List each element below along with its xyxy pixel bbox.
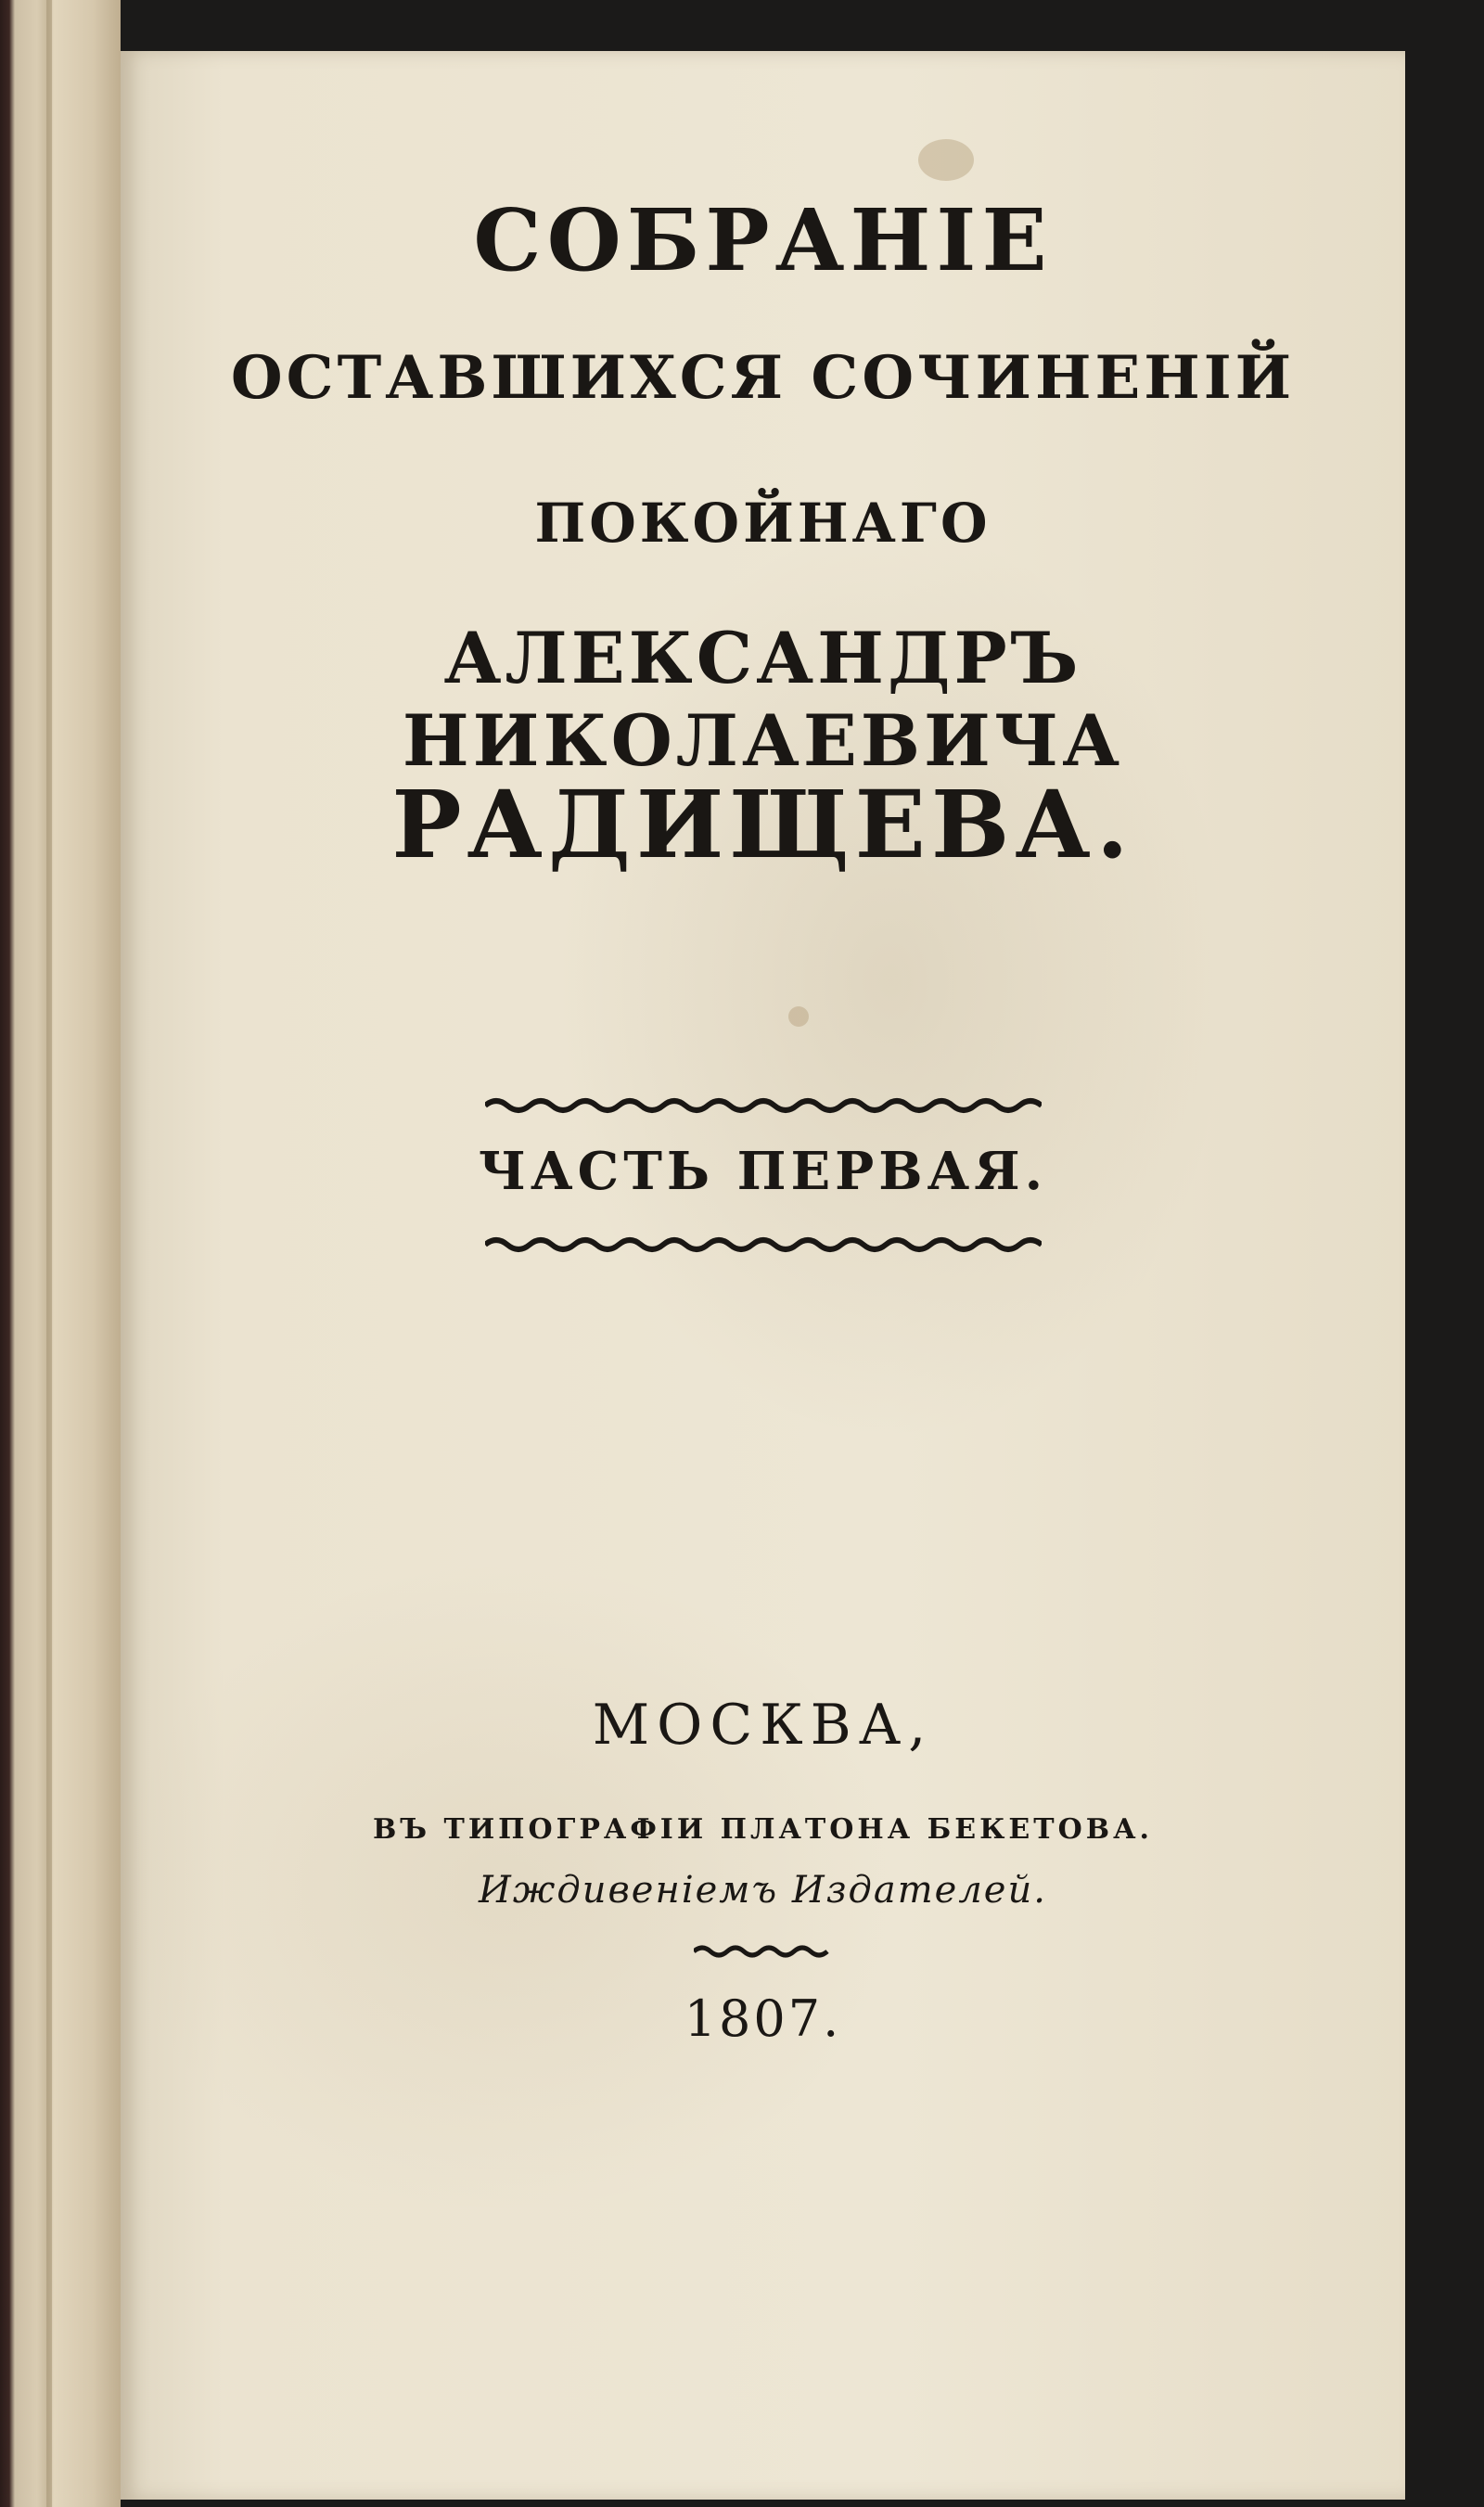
ornament-rule-bottom	[121, 1234, 1405, 1256]
author-surname: РАДИЩЕВА.	[391, 770, 1134, 879]
imprint-press: ВЪ ТИПОГРАФІИ ПЛАТОНА БЕКЕТОВА.	[373, 1813, 1153, 1846]
author-name: АЛЕКСАНДРЪ НИКОЛАЕВИЧА	[402, 617, 1124, 782]
imprint-year: 1807.	[684, 1989, 842, 2048]
title-page	[121, 51, 1405, 2500]
imprint-city: МОСКВА,	[592, 1693, 934, 1758]
title-line-sobranie: СОБРАНІЕ	[473, 190, 1053, 290]
ornament-small-rule	[121, 1943, 1405, 1960]
paper-stain	[788, 1006, 809, 1027]
book-binding	[0, 0, 121, 2507]
binding-edge	[46, 0, 52, 2507]
imprint-publisher: Иждивеніемъ Издателей.	[479, 1869, 1047, 1912]
title-line-remaining-works: ОСТАВШИХСЯ СОЧИНЕНІЙ	[230, 343, 1296, 413]
paper-stain	[918, 139, 974, 181]
volume-part: ЧАСТЬ ПЕРВАЯ.	[478, 1141, 1048, 1202]
title-line-late: ПОКОЙНАГО	[534, 492, 991, 555]
ornament-rule-top	[121, 1094, 1405, 1117]
